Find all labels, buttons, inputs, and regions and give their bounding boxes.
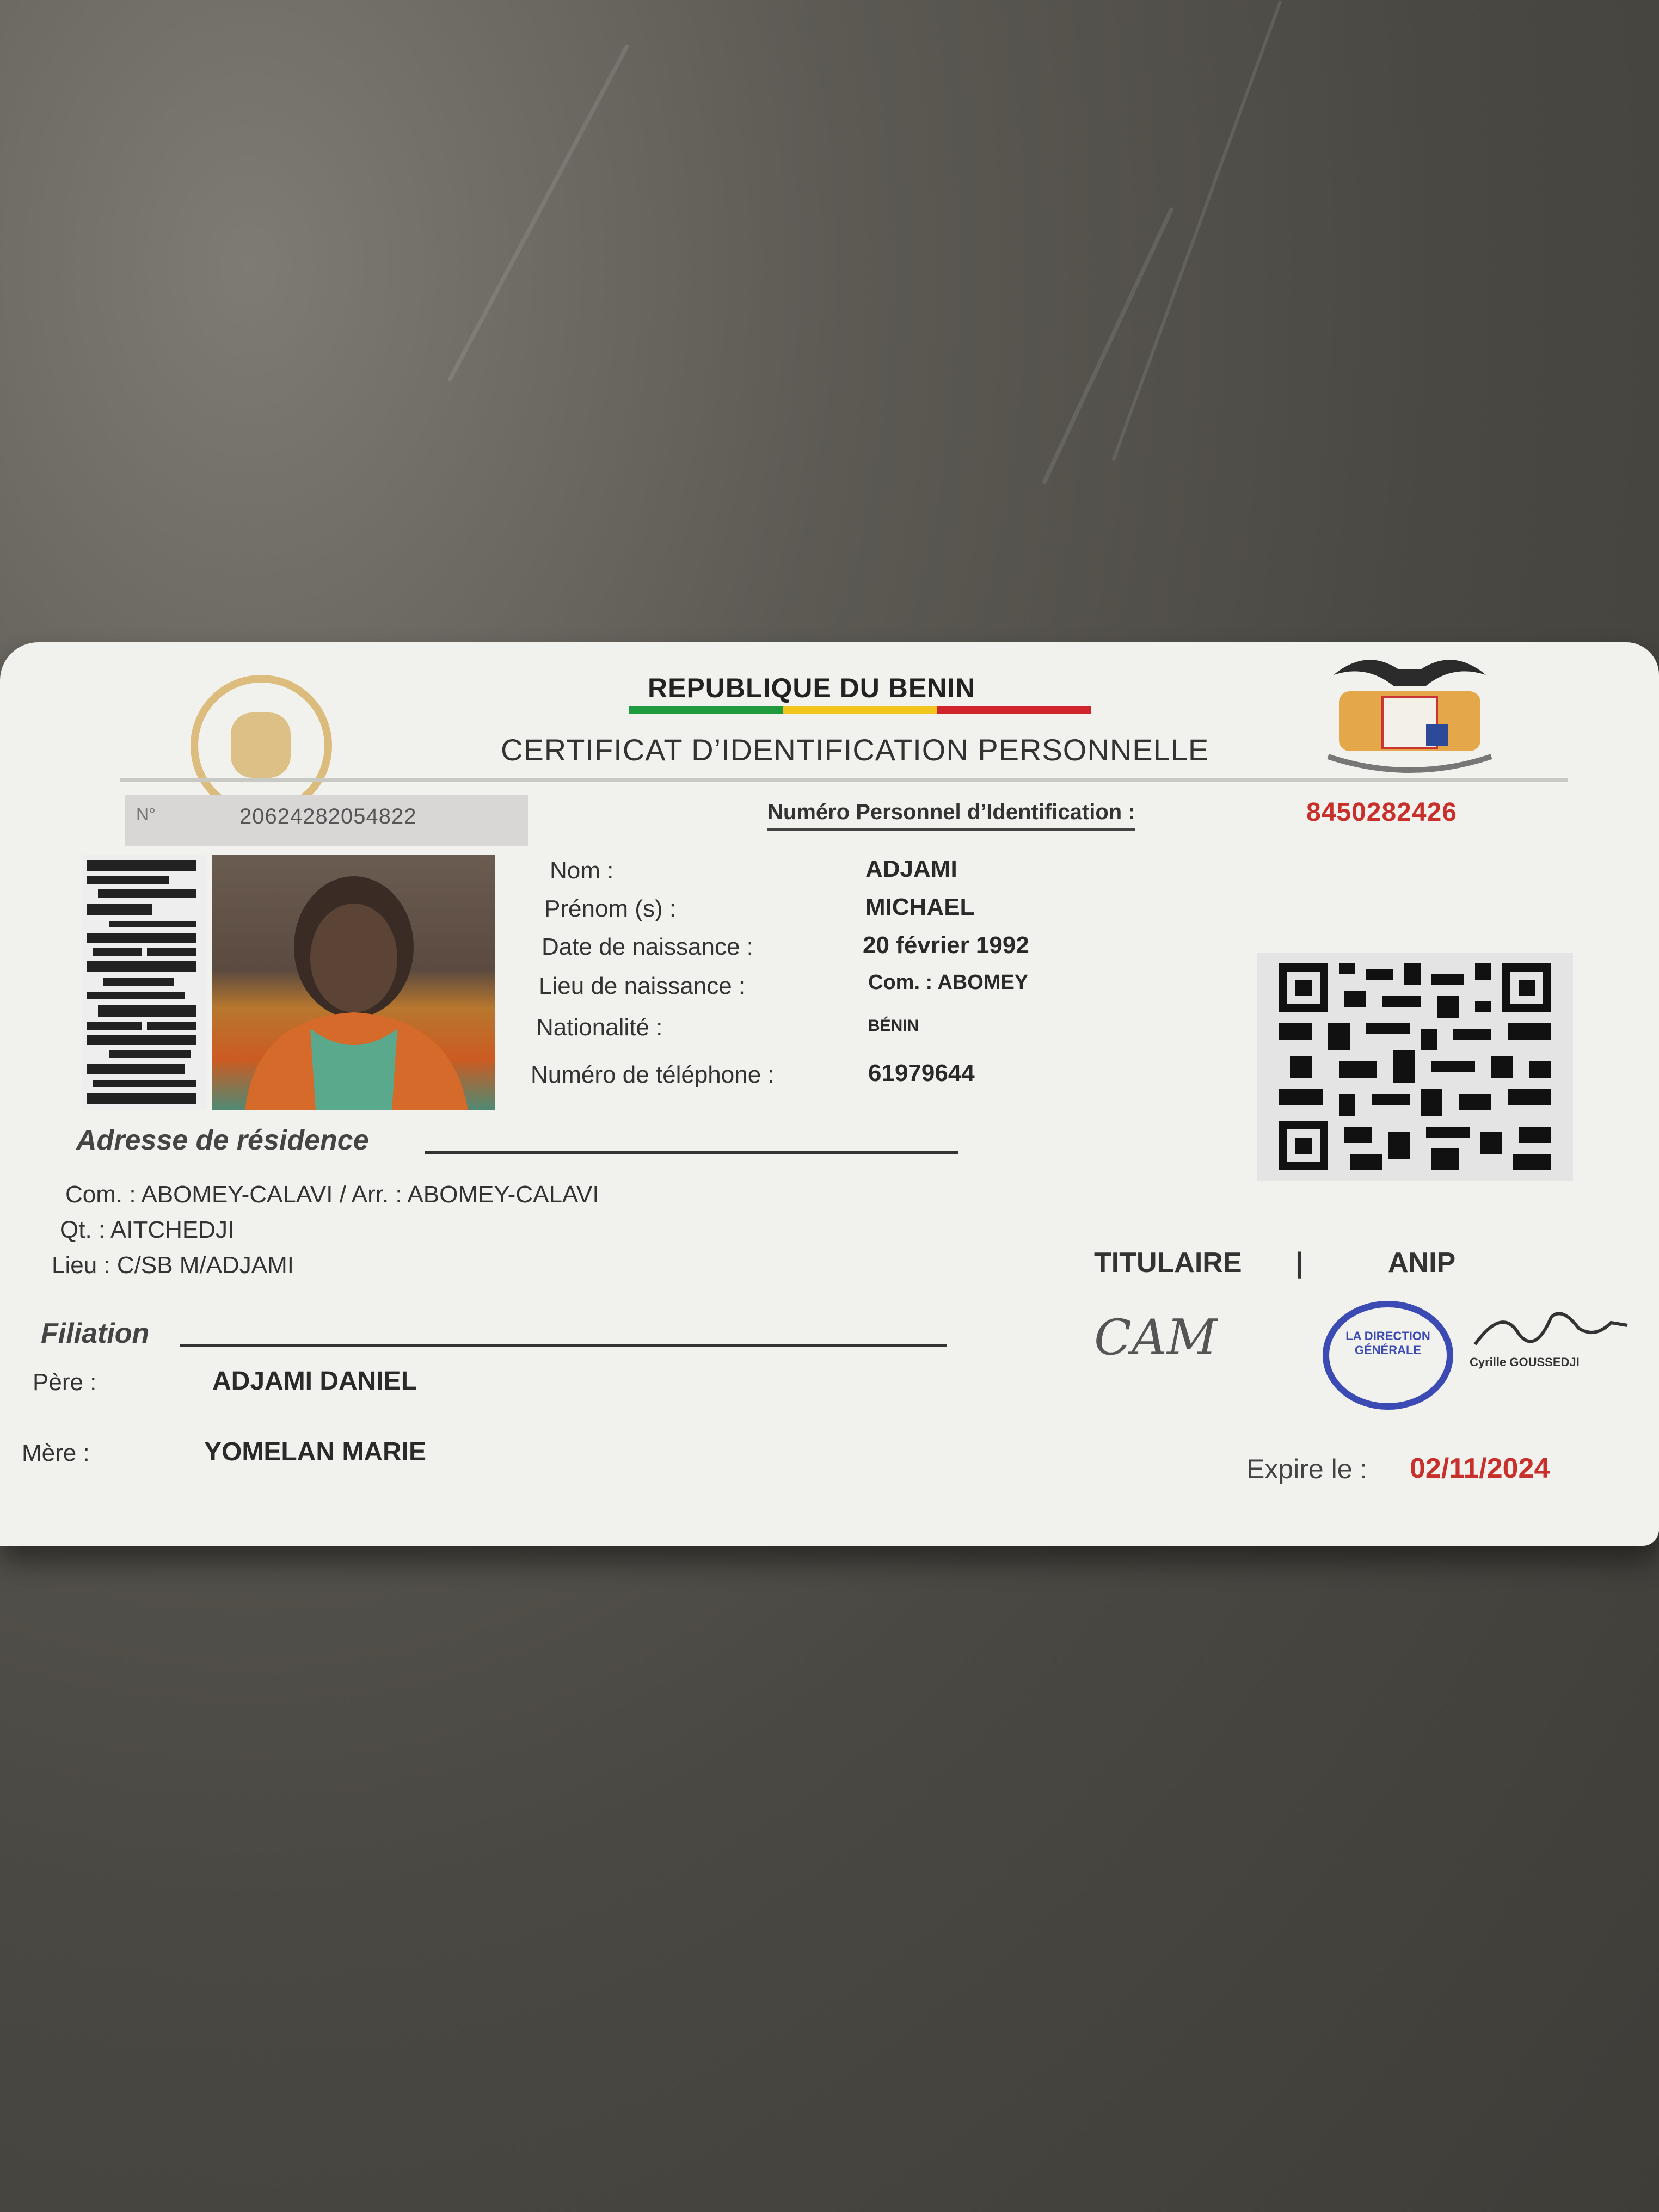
holder-photo [212, 855, 495, 1110]
agency-label: ANIP [1388, 1247, 1456, 1279]
residence-line-2: Qt. : AITCHEDJI [60, 1216, 235, 1243]
residence-underline [425, 1151, 958, 1154]
residence-line-1: Com. : ABOMEY-CALAVI / Arr. : ABOMEY-CALAVI [65, 1181, 599, 1208]
surface-scratch [447, 44, 630, 382]
identity-card [0, 642, 1659, 1546]
npi-value: 8450282426 [1306, 798, 1457, 827]
filiation-underline [180, 1344, 947, 1347]
official-stamp-icon [1323, 1301, 1453, 1410]
field-value-birthdate: 20 février 1992 [863, 932, 1029, 958]
republic-title: REPUBLIQUE DU BENIN [648, 673, 976, 703]
director-signature-icon [1470, 1301, 1633, 1355]
signatory-name: Cyrille GOUSSEDJI [1470, 1355, 1580, 1369]
mother-value: YOMELAN MARIE [204, 1437, 426, 1466]
field-value-prenom: MICHAEL [865, 894, 975, 920]
field-label-prenom: Prénom (s) : [544, 895, 677, 922]
serial-box [125, 795, 528, 846]
field-label-nationality: Nationalité : [536, 1014, 663, 1041]
holder-signature: CAM [1094, 1309, 1218, 1366]
expiry-label: Expire le : [1246, 1454, 1368, 1484]
father-label: Père : [33, 1369, 97, 1396]
surface-scratch [1111, 0, 1282, 462]
field-label-birthdate: Date de naissance : [542, 933, 753, 960]
field-value-nom: ADJAMI [865, 856, 957, 882]
mother-label: Mère : [22, 1440, 90, 1466]
field-value-nationality: BÉNIN [868, 1017, 919, 1035]
serial-prefix: N° [136, 804, 156, 824]
npi-label: Numéro Personnel d’Identification : [767, 800, 1135, 831]
field-value-birthplace: Com. : ABOMEY [868, 971, 1029, 994]
qr-code-icon [1257, 953, 1573, 1181]
field-label-phone: Numéro de téléphone : [531, 1061, 775, 1088]
stamp-text: LA DIRECTION GÉNÉRALE [1345, 1329, 1430, 1357]
coat-of-arms-icon [1317, 653, 1502, 778]
barcode-icon [82, 855, 207, 1110]
label-separator: | [1295, 1247, 1304, 1279]
filiation-title: Filiation [41, 1318, 150, 1349]
certificate-title: CERTIFICAT D’IDENTIFICATION PERSONNELLE [501, 733, 1209, 767]
serial-number: 20624282054822 [239, 804, 417, 828]
header-divider [120, 778, 1568, 782]
field-label-nom: Nom : [550, 857, 614, 884]
holder-label: TITULAIRE [1094, 1247, 1242, 1279]
father-value: ADJAMI DANIEL [212, 1367, 417, 1396]
field-value-phone: 61979644 [868, 1060, 975, 1086]
expiry-value: 02/11/2024 [1410, 1453, 1550, 1484]
field-label-birthplace: Lieu de naissance : [539, 973, 746, 999]
residence-title: Adresse de résidence [76, 1125, 369, 1156]
residence-line-3: Lieu : C/SB M/ADJAMI [52, 1252, 294, 1279]
flag-stripe [629, 706, 1091, 714]
